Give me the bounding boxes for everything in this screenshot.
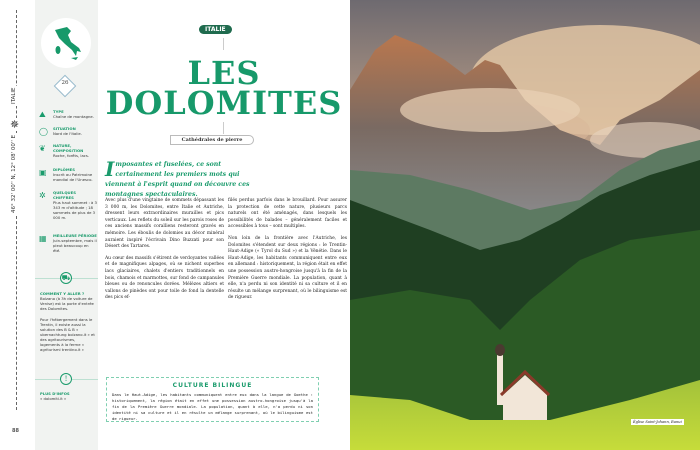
paragraph: filés perdus parfois dans le brouillard. Pour assurer la protection de cette nature, plusieurs parcs naturels ont été aménagés, dans lesquels les possibilités de balades – généralement faciles et accessibles à tous – sont multiples. <box>228 198 347 230</box>
page-margin <box>0 0 35 450</box>
fact-label: DIPLÔMES <box>53 167 75 172</box>
certificate-icon: ▣ <box>39 168 47 177</box>
title-line-1: LES <box>187 54 261 92</box>
box-title: CULTURE BILINGUE <box>172 382 253 389</box>
article <box>98 0 350 450</box>
fact-type <box>39 110 97 120</box>
paragraph: Avec plus d'une vingtaine de sommets dépassant les 3 000 m, les Dolomites, entre Italie et Autriche, dressent leurs extraordinaires murailles et pics verticaux. Les reflets du soleil sur les parois roses de ces anciens massifs coralliens resteront gravés en mémoire. Les éboulis de dolomies au décor minéral auraient inspiré l'écrivain Dino Buzzati pour son Désert des Tartares. <box>105 198 224 250</box>
fact-value: Juin-septembre, mais il pleut beaucoup en été. <box>53 237 97 253</box>
fact-label: SITUATION <box>53 126 76 131</box>
nature-icon: ❦ <box>39 144 46 153</box>
italy-map-icon <box>41 18 91 68</box>
subtitle: Cathédrales de pierre <box>170 135 254 145</box>
fact-value: Plus haut sommet : à 3 343 m d'altitude ; 18 sommets de plus de 3 000 m. <box>53 199 97 220</box>
dolomites-photo <box>350 0 700 450</box>
fact-situation <box>39 127 97 137</box>
fact-label: MEILLEURE PÉRIODE <box>53 233 97 238</box>
divider <box>223 38 224 50</box>
title-line-2: DOLOMITES <box>105 84 343 122</box>
photo-caption: Église Saint-Johann, Ranui <box>633 420 682 424</box>
fact-chiffres <box>39 191 97 221</box>
lede <box>105 157 265 200</box>
how-to-go-text-2: Pour l'hébergement dans le Trentin, il existe aussi la solution des B & B « ubernachtung bolzano.it » et des agritourismes, logements à la ferme « agriturismi trentino.it » <box>40 316 95 353</box>
calendar-icon: ▦ <box>39 234 47 243</box>
box-text: Dans le Haut-Adige, les habitants communiquent entre eux dans la langue de Goethe : historiquement, la région était en effet une possession austro-hongroise jusqu'à la fin de la Première Guerre mondiale. La population, quant à elle, n'a perdu ni son identité ni sa culture et il en résulte un mélange surprenant, où le bilinguisme est de rigueur. <box>112 392 313 421</box>
sidebar <box>35 0 98 450</box>
column-2 <box>228 198 347 307</box>
country-label: ITALIE <box>11 87 17 104</box>
page-number: 88 <box>12 428 19 434</box>
page-ref: 26 <box>61 80 69 86</box>
info-icon: ! <box>60 373 72 385</box>
circle-icon: ◯ <box>39 127 48 136</box>
more-info <box>40 391 96 401</box>
fact-nature <box>39 144 97 159</box>
compass-icon: ✵ <box>10 118 20 131</box>
fact-value: Nord de l'Italie. <box>53 130 82 136</box>
paragraph: Non loin de la frontière avec l'Autriche, les Dolomites s'étendent sur deux régions : le Trentin-Haut-Adige (« Tyrol du Sud ») et la Vénétie. Dans le Haut-Adige, les habitants communiquent entre eux en allemand : historiquement, la région était en effet une possession austro-hongroise jusqu'à la fin de la Première Guerre mondiale. La population, quant à elle, n'a perdu ni son identité ni sa culture et il en résulte un mélange surprenant, où le bilinguisme est de rigueur. <box>228 235 347 301</box>
more-info-text: « dolomiti.it » <box>40 396 67 402</box>
how-to-go-title: COMMENT Y ALLER ? <box>40 291 85 296</box>
country-badge: ITALIE <box>199 25 232 34</box>
fact-label: NATURE, COMPOSITION <box>53 143 84 153</box>
paragraph: Au cœur des massifs s'étirent de verdoyantes vallées et de magnifiques alpages, où se nichent superbes lacs glaciaires, chalets d'entiers traditionnels en bois, chamois et marmottes, sur fond de campanules bleues ou de renoncules dorées. Mélèzes altiers et vallons de pinèdes ont pour toile de fond la dentelle des pics ef- <box>105 255 224 301</box>
fact-label: TYPE <box>53 109 64 114</box>
fact-value: Inscrit au Patrimoine mondial de l'Unesco. <box>53 171 93 182</box>
more-info-title: PLUS D'INFOS <box>40 391 70 396</box>
drop-cap: I <box>105 157 115 181</box>
how-to-go-text: Bolzano (à 3h de voiture de Venise) est la porte d'entrée des Dolomites. <box>40 296 94 312</box>
fact-diplomes <box>39 168 97 183</box>
page-ref-diamond <box>54 75 77 98</box>
numbers-icon: ✲ <box>39 191 46 200</box>
car-icon: ⛟ <box>61 274 71 282</box>
lede-text: mposantes et fuselées, ce sont certainement les premiers mots qui viennent à l'esprit quand on découvre ces montagnes spectaculaires. <box>105 161 250 198</box>
culture-box <box>106 377 319 422</box>
coordinates: 46° 32' 00'' N, 12° 08' 00'' E <box>11 134 17 213</box>
fact-periode <box>39 234 97 254</box>
mountain-icon: ⛰ <box>39 110 46 119</box>
fact-value: Chaîne de montagne. <box>53 113 94 119</box>
divider <box>223 122 224 134</box>
column-1 <box>105 198 224 307</box>
fact-label: QUELQUES CHIFFRES <box>53 190 76 200</box>
how-to-go <box>40 291 96 353</box>
fact-value: Roche, forêts, lacs. <box>53 152 90 158</box>
